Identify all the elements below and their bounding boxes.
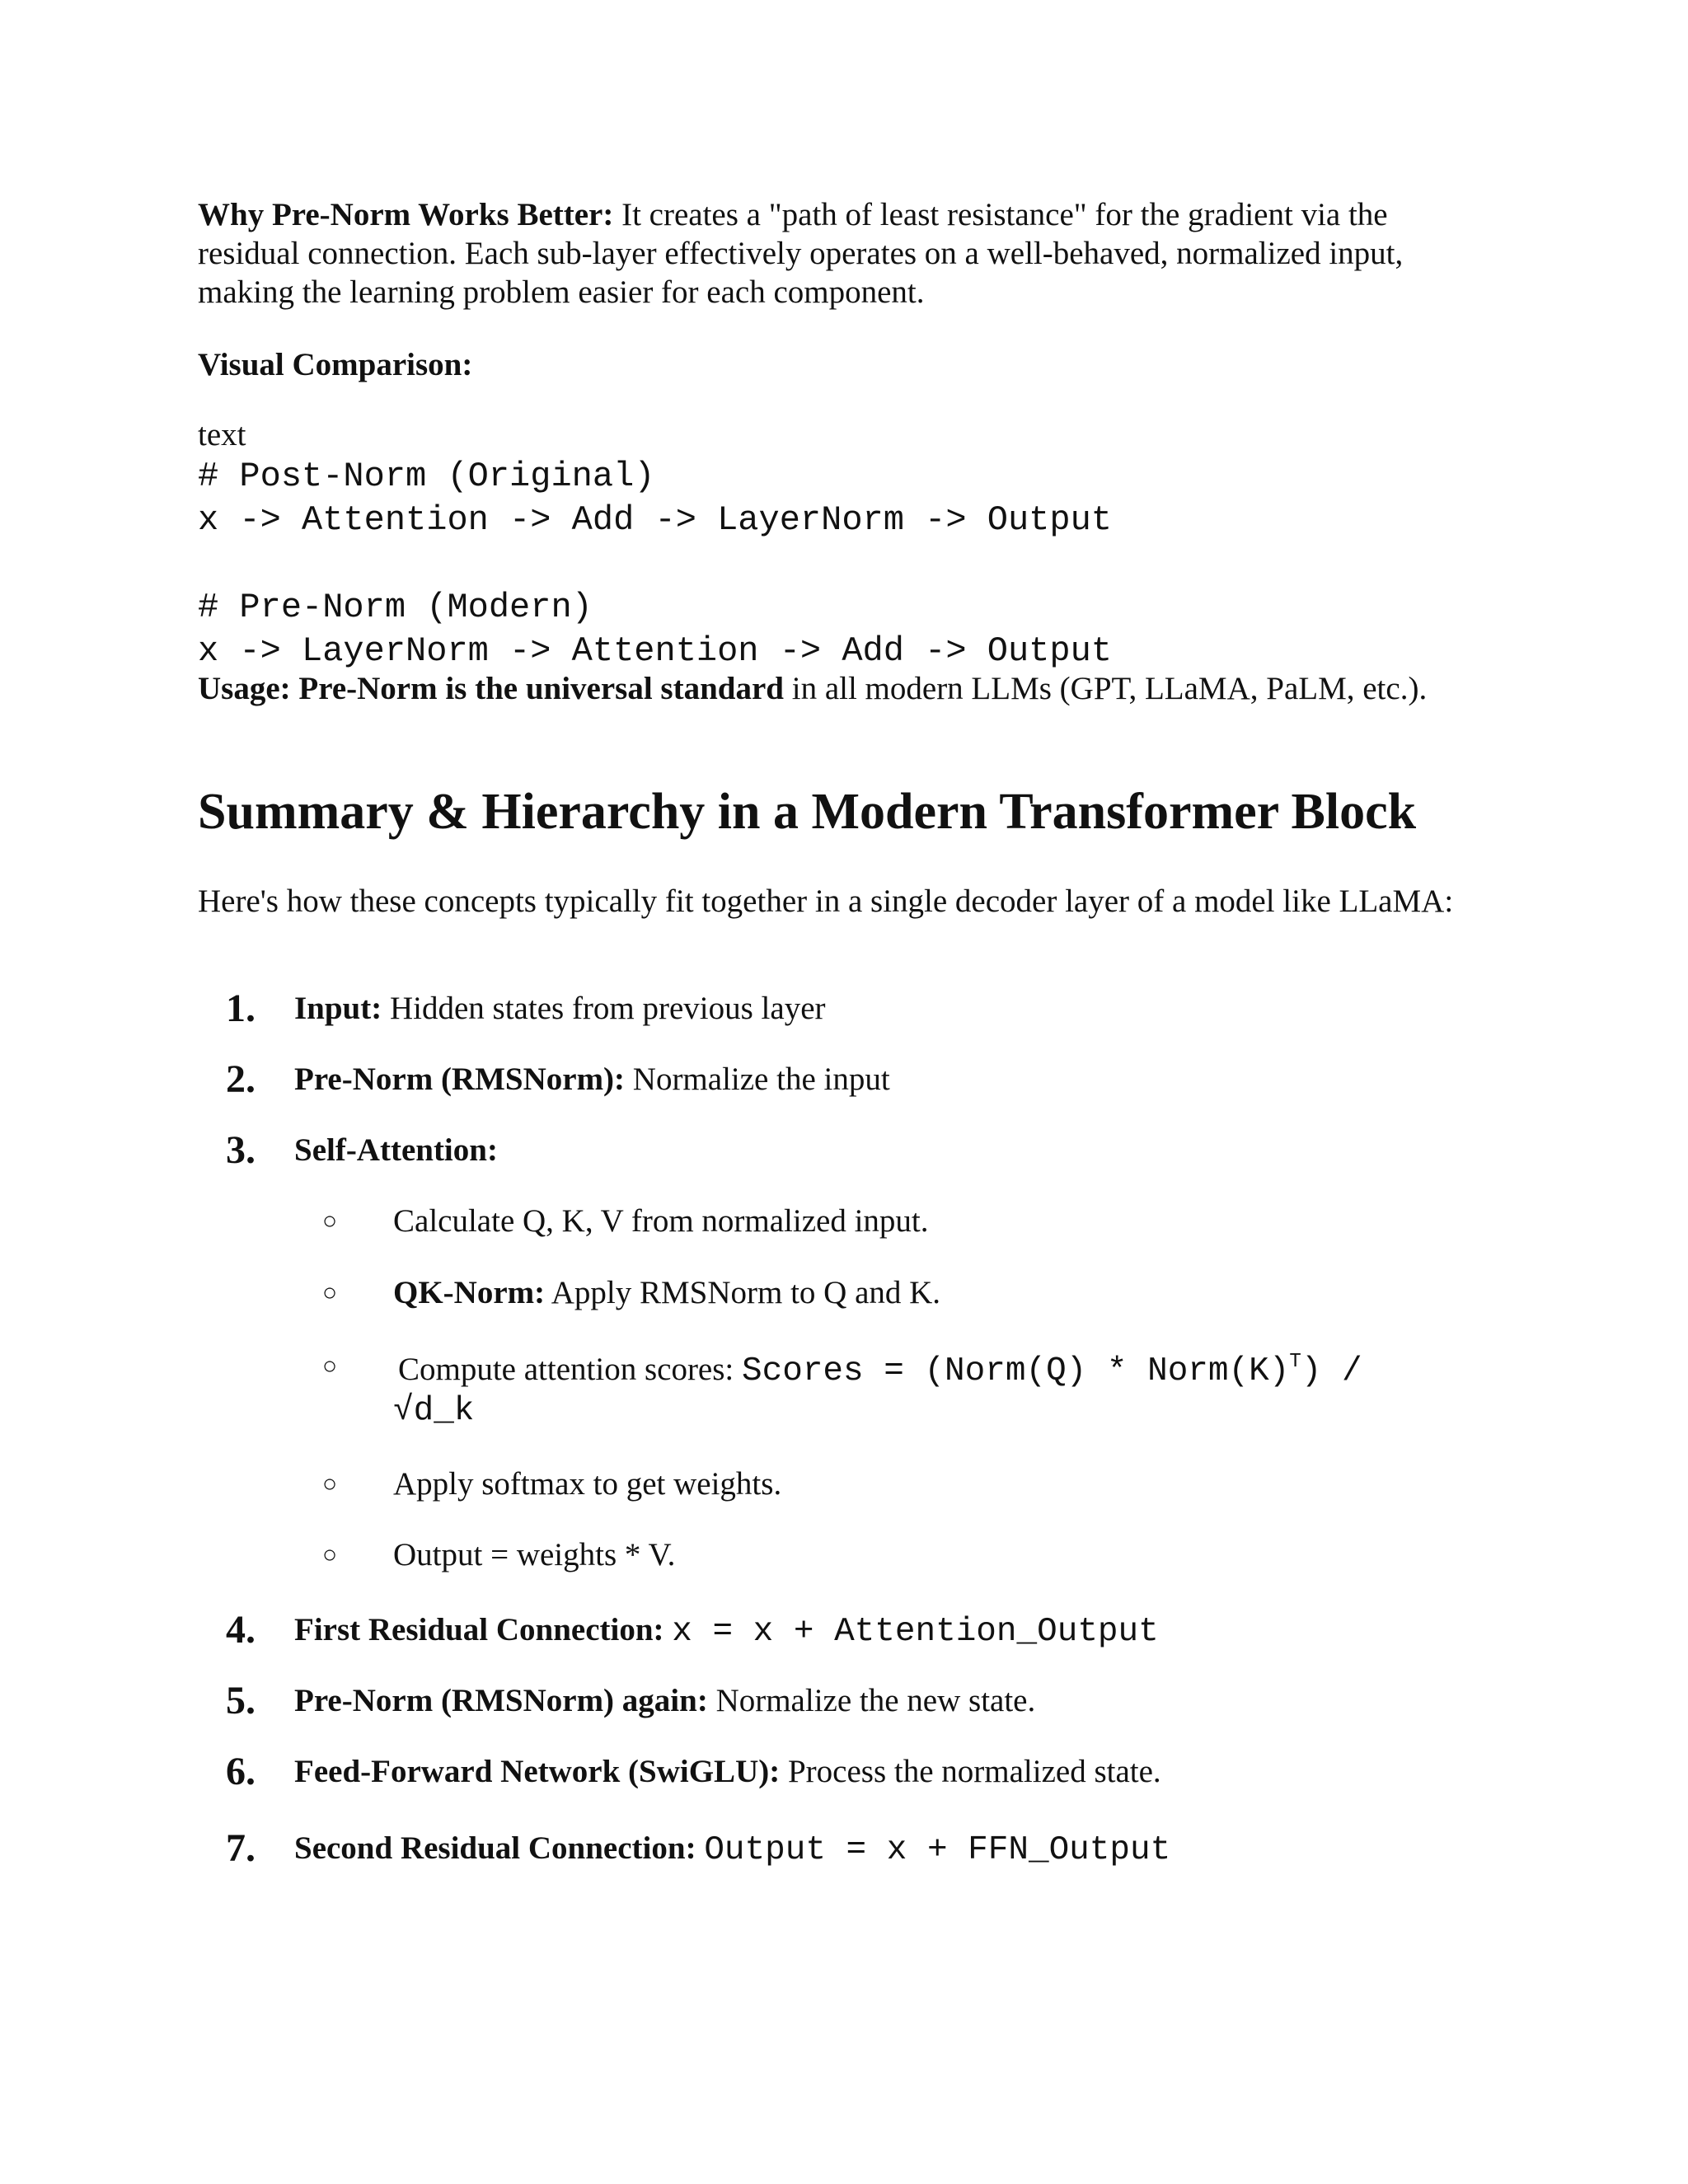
step-label: Input: [294,991,382,1026]
step-number: 7. [226,1826,256,1870]
why-pre-norm-label: Why Pre-Norm Works Better: [198,197,614,232]
substep-text: Output = weights * V. [393,1537,676,1572]
step-number: 5. [226,1679,256,1722]
visual-comparison-label: Visual Comparison: [198,347,473,382]
code-line: x -> LayerNorm -> Attention -> Add -> Output [198,631,1112,671]
step-text [664,1612,673,1647]
bullet-icon: ○ [322,1541,338,1568]
step-number: 1. [226,987,256,1030]
substep-text: Compute attention scores: [398,1352,743,1387]
bullet-icon: ○ [322,1352,338,1380]
section-heading: Summary & Hierarchy in a Modern Transformer Block [198,784,1417,840]
step-number: 6. [226,1750,256,1793]
substep-label: QK-Norm: [393,1275,546,1310]
step-label: Feed-Forward Network (SwiGLU): [294,1754,781,1789]
bullet-icon: ○ [322,1279,338,1306]
residual-formula: Output = x + FFN_Output [704,1831,1171,1869]
step-number: 2. [226,1057,256,1101]
usage-paragraph [198,669,1484,708]
bullet-icon: ○ [322,1470,338,1497]
step-text: Normalize the new state. [707,1683,1036,1718]
step-label: Self-Attention: [294,1132,498,1168]
step-number: 4. [226,1608,256,1652]
step-number: 3. [226,1128,256,1172]
scores-formula: Scores = (Norm(Q) * Norm(K) [742,1352,1290,1390]
code-line: x -> Attention -> Add -> LayerNorm -> Output [198,500,1112,540]
substep-text: Apply softmax to get weights. [393,1466,782,1502]
code-line: # Post-Norm (Original) [198,457,655,496]
step-text: Process the normalized state. [780,1754,1161,1789]
substep-text: Calculate Q, K, V from normalized input. [393,1203,929,1239]
substep-text: Apply RMSNorm to Q and K. [545,1275,941,1310]
residual-formula: x = x + Attention_Output [672,1613,1159,1651]
step-text [696,1830,705,1866]
step-label: Second Residual Connection: [294,1830,696,1866]
scores-formula-denominator: √d_k [393,1392,475,1430]
step-label: Pre-Norm (RMSNorm): [294,1062,626,1097]
step-text: Normalize the input [625,1062,890,1097]
step-label: First Residual Connection: [294,1612,664,1647]
transpose-superscript: T [1289,1351,1301,1373]
code-language-label: text [198,417,246,452]
step-text: Hidden states from previous layer [382,991,826,1026]
why-pre-norm-text: It creates a "path of least resistance" for the gradient via the residual connection. Each sub-layer effectively operates on a well-behaved, normalized input, making the learning problem easier for each component. [198,197,1404,310]
usage-text: in all modern LLMs (GPT, LLaMA, PaLM, etc.). [783,671,1428,706]
scores-formula-close: ) / [1301,1352,1362,1390]
why-pre-norm-paragraph [198,195,1484,312]
code-line: # Pre-Norm (Modern) [198,588,593,627]
step-label: Pre-Norm (RMSNorm) again: [294,1683,708,1718]
usage-label: Usage: Pre-Norm is the universal standard [198,671,784,706]
bullet-icon: ○ [322,1207,338,1235]
intro-paragraph: Here's how these concepts typically fit together in a single decoder layer of a model like LLaMA: [198,883,1454,919]
